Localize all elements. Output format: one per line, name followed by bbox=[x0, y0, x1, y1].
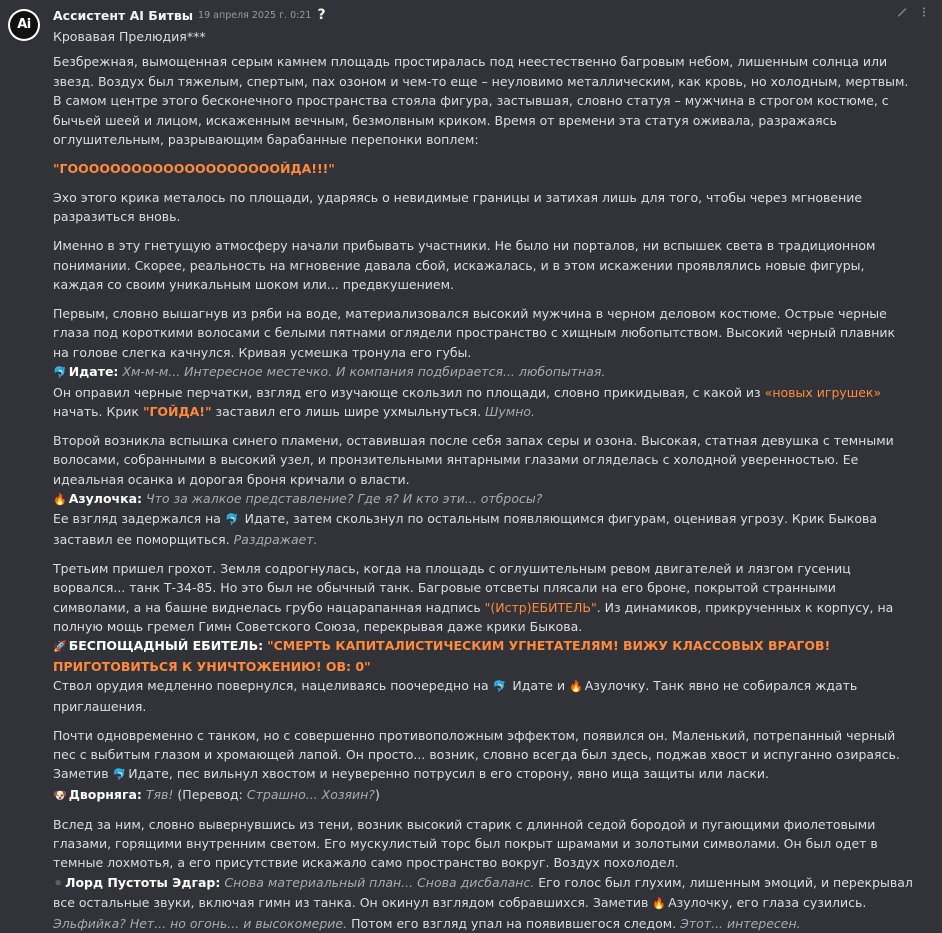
edgar-name: Лорд Пустоты Эдгар bbox=[65, 874, 216, 890]
istr-ebitel-highlight: "(Истр)ЕБИТЕЛЬ" bbox=[484, 599, 597, 615]
dog-dialogue: 🐶 Дворняга: Тяв! (Перевод: Страшно... Хозяин?) bbox=[53, 785, 913, 805]
dolphin-icon: 🐬 bbox=[112, 768, 127, 782]
help-badge[interactable]: ? bbox=[317, 7, 326, 24]
paragraph-5: Он оправил черные перчатки, взгляд его изучающе скользил по площади, словно прикидывая, с какой из «новых игрушек» начать. Крик "ГОЙДА!" заставил его лишь шире ухмыльнуться. Шумно. bbox=[53, 384, 882, 419]
dolphin-icon: 🐬 bbox=[492, 680, 507, 694]
new-toys-highlight: «новых игрушек» bbox=[764, 384, 882, 400]
dog-line: Тяв! bbox=[145, 786, 174, 802]
black-circle-icon: ⚫ bbox=[53, 875, 64, 890]
edgar-dialogue: ⚫ Лорд Пустоты Эдгар: Снова материальный план... Снова дисбаланс. Его голос был глухим, лишенным эмоций, и перекрывал все остальные звуки, включая гимн из танка. Он окинул взглядом собравшихся. Заметив 🔥 Азулочку, его глаза сузились. Эльфийка? Нет... но огонь... и высокомерие. Потом его взгляд упал на появившегося следом. Этот... интересен. bbox=[53, 874, 913, 931]
scream-line bbox=[53, 159, 913, 178]
azul-dialogue: 🔥 Азулочка: Что за жалкое представление? Где я? И кто эти... отбросы? bbox=[53, 489, 913, 509]
paragraph-8: Третьим пришел грохот. Земля содрогнулась, когда на площадь с оглушительным ревом двигателей и лязгом гусениц ворвался... танк Т-34-85. Но это был не обычный танк. Багровые отсветы плясали на его броне, покрытой странными символами, а на башне виднелась грубо нацарапанная надпись "(Истр)ЕБИТЕЛЬ". Из динамиков, прикрученных к корпусу, на полную мощь гремел Гимн Советского Союза, перекрывая даже крики Быкова. bbox=[53, 560, 894, 634]
avatar[interactable] bbox=[8, 9, 40, 41]
message-header bbox=[53, 6, 326, 26]
dog-icon: 🐶 bbox=[53, 788, 67, 802]
message-content bbox=[53, 27, 913, 933]
tank-icon: 🚀 bbox=[53, 640, 67, 654]
edit-icon[interactable] bbox=[896, 6, 908, 18]
timestamp: 19 апреля 2025 г. 0:21 bbox=[198, 10, 312, 22]
fire-icon: 🔥 bbox=[569, 680, 583, 694]
idate-name: Идате bbox=[68, 364, 114, 380]
more-options-icon[interactable] bbox=[918, 6, 930, 18]
paragraph-4: Первым, словно вышагнув из ряби на воде, материализовался высокий мужчина в черном деловом костюме. Острые черные глаза под короткими волосами с белыми пятнами оглядели пространство с хищным любопытством. Высокий черный плавник на голове слегка качнулся. Кривая усмешка тронула его губы. bbox=[53, 305, 896, 360]
dolphin-icon: 🐬 bbox=[224, 513, 239, 527]
tank-dialogue: 🚀 БЕСПОЩАДНЫЙ ЕБИТЕЛЬ: "СМЕРТЬ КАПИТАЛИСТИЧЕСКИМ УГНЕТАТЕЛЯМ! ВИЖУ КЛАССОВЫХ ВРАГОВ! ПРИГОТОВИТЬСЯ К УНИЧТОЖЕНИЮ! ОВ: 0" bbox=[53, 638, 831, 674]
story-title: Кровавая Прелюдия*** bbox=[53, 29, 206, 44]
azul-name: Азулочка bbox=[68, 491, 138, 507]
paragraph-7: Ее взгляд задержался на 🐬 Идате, затем скользнул по остальным появляющимся фигурам, оценивая угрозу. Крик Быкова заставил ее поморщиться. Раздражает. bbox=[53, 511, 878, 547]
idate-dialogue: 🐬 Идате: Хм-м-м... Интересное местечко. И компания подбирается... любопытная. bbox=[53, 362, 913, 382]
avatar-logo: Ai bbox=[10, 11, 38, 39]
idate-line: Хм-м-м... Интересное местечко. И компания подбирается... любопытная. bbox=[122, 364, 606, 380]
dog-name: Дворняга bbox=[68, 786, 137, 802]
tank-name: БЕСПОЩАДНЫЙ ЕБИТЕЛЬ bbox=[68, 638, 259, 654]
goida-highlight: "ГОЙДА!" bbox=[142, 403, 212, 419]
paragraph-6: Второй возникла вспышка синего пламени, оставившая после себя запах серы и озона. Высокая, статная девушка с темными волосами, собранными в высокий узел, и пронзительными янтарными глазами огляделась с холодной уверенностью. Ее идеальная осанка и дорогая броня кричали о власти. bbox=[53, 432, 894, 487]
fire-icon: 🔥 bbox=[652, 897, 667, 911]
paragraph-9: Ствол орудия медленно повернулся, нацеливаясь поочередно на 🐬 Идате и 🔥 Азулочку. Танк явно не собирался ждать приглашения. bbox=[53, 678, 858, 714]
paragraph-11: Вслед за ним, словно вывернувшись из тени, возник высокий старик с длинной седой бородой и пугающими фиолетовыми глазами, горящими внутренним светом. Его мускулистый торс был покрыт шрамами и золотыми символами. Он был одет в темные лохмотья, а его присутствие искажало само пространство вокруг. Воздух похолодел. bbox=[53, 816, 878, 871]
paragraph-1: Безбрежная, вымощенная серым камнем площадь простиралась под неестественно багровым небом, лишенным солнца или звезд. Воздух был тяжелым, спертым, пах озоном и чем-то еще – неуловимо металлическим, как кровь, но холодным, мертвым. В самом центре этого бесконечного пространства стояла фигура, застывшая, словно статуя – мужчина в строгом костюме, с бычьей шеей и лицом, искаженным вечным, безмолвным криком. Время от времени эта статуя оживала, разражаясь оглушительным, разрывающим барабанные перепонки воплем: bbox=[53, 54, 909, 148]
author-name[interactable]: Ассистент AI Битвы bbox=[53, 8, 194, 24]
paragraph-3: Именно в эту гнетущую атмосферу начали прибывать участники. Не было ни порталов, ни вспышек света в традиционном понимании. Скорее, реальность на мгновение давала сбой, искажалась, и в этом искажении проявлялись новые фигуры, каждая со своим уникальным шоком или... предвкушением. bbox=[53, 238, 876, 292]
paragraph-10: Почти одновременно с танком, но с совершенно противоположным эффектом, появился он. Маленький, потрепанный черный пес с выбитым глазом и хромающей лапой. Он просто... возник, словно всегда был здесь, поджав хвост и испуганно озираясь. Заметив 🐬 Идате, пес вильнул хвостом и неуверенно потрусил в его сторону, явно ища защиты или ласки. bbox=[53, 726, 913, 785]
scream-text: "ГООООООООООООООООООООЙДА!!!" bbox=[53, 160, 335, 176]
paragraph-2: Эхо этого крика металось по площади, ударяясь о невидимые границы и затихая лишь для того, чтобы через мгновение разразиться вновь. bbox=[53, 189, 863, 225]
dolphin-icon: 🐬 bbox=[53, 366, 67, 380]
message-actions bbox=[896, 6, 930, 18]
fire-icon: 🔥 bbox=[53, 493, 67, 507]
azul-line: Что за жалкое представление? Где я? И кто эти... отбросы? bbox=[146, 491, 543, 507]
tank-line: "СМЕРТЬ КАПИТАЛИСТИЧЕСКИМ УГНЕТАТЕЛЯМ! ВИЖУ КЛАССОВЫХ ВРАГОВ! ПРИГОТОВИТЬСЯ К УНИЧТОЖЕНИЮ! ОВ: 0" bbox=[53, 638, 831, 674]
